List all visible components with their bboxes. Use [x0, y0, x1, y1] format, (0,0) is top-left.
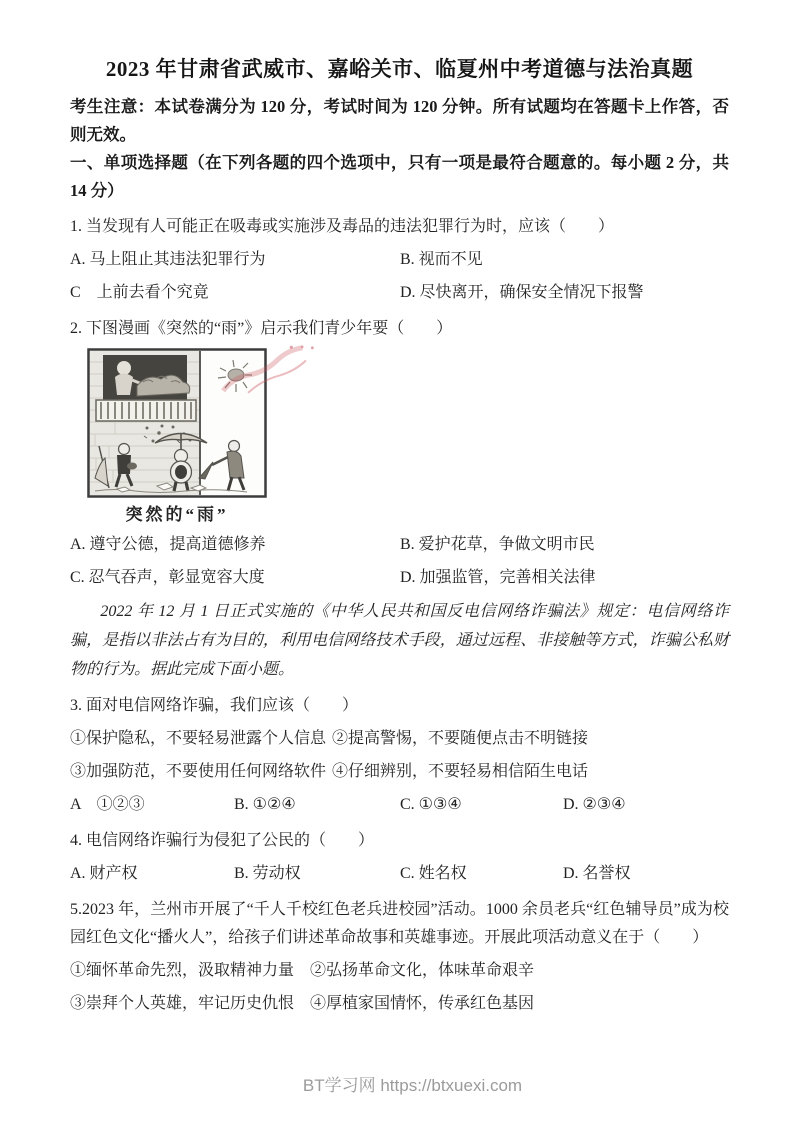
q5-item-3: ③崇拜个人英雄，牢记历史仇恨 [70, 995, 295, 1012]
q3-items-row-2 [70, 758, 729, 786]
q3-stem: 3. 面对电信网络诈骗，我们应该（ ） [70, 697, 359, 714]
q1-option-a: A. 马上阻止其违法犯罪行为 [70, 251, 266, 268]
q1-stem: 1. 当发现有人可能正在吸毒或实施涉及毒品的违法犯罪行为时，应该（ ） [70, 218, 615, 235]
anti-fraud-law-passage: 2022 年 12 月 1 日正式实施的《中华人民共和国反电信网络诈骗法》规定：电信网络诈骗，是指以非法占有为目的，利用电信网络技术手段，通过远程、非接触等方式，诈骗公私财物的行为。据此完成下面小题。 [70, 603, 729, 678]
q2-stem: 2. 下图漫画《突然的“雨”》启示我们青少年要（ ） [70, 320, 453, 337]
q3-item-2: ②提高警惕，不要随便点击不明链接 [332, 730, 589, 747]
q3-item-3: ③加强防范，不要使用任何网络软件 [70, 763, 327, 780]
comic-illustration [87, 348, 267, 498]
q3-item-1: ①保护隐私，不要轻易泄露个人信息 [70, 730, 327, 747]
q2-option-d: D. 加强监管，完善相关法律 [400, 569, 596, 586]
comic-caption: 突然的“雨” [125, 505, 229, 524]
q2-options-row-2 [70, 564, 729, 592]
balcony-railing [96, 400, 196, 421]
q2-option-c: C. 忍气吞声，彰显宽容大度 [70, 569, 265, 586]
q5-item-2: ②弘扬革命文化，体味革命艰辛 [310, 962, 535, 979]
q4-option-b: B. 劳动权 [234, 865, 301, 882]
q3-option-b: B. ①②④ [234, 796, 296, 813]
page-title: 2023 年甘肃省武威市、嘉峪关市、临夏州中考道德与法治真题 [105, 57, 694, 81]
q3-item-4: ④仔细辨别，不要轻易相信陌生电话 [332, 763, 589, 780]
candidate-notice: 考生注意：本试卷满分为 120 分，考试时间为 120 分钟。所有试题均在答题卡上作答，否则无效。 [70, 97, 729, 144]
q2-option-a: A. 遵守公德，提高道德修养 [70, 536, 266, 553]
q5-stem: 5.2023 年，兰州市开展了“千人千校红色老兵进校园”活动。1000 余员老兵“红色辅导员”成为校园红色文化“播火人”，给孩子们讲述革命故事和英雄事迹。开展此项活动意义在于（ ） [70, 901, 729, 946]
q1-option-b: B. 视而不见 [400, 251, 483, 268]
q4-option-c: C. 姓名权 [400, 865, 467, 882]
q2-options-row-1 [70, 531, 729, 559]
q5-item-1: ①缅怀革命先烈，汲取精神力量 [70, 962, 295, 979]
comic-figure [87, 348, 267, 526]
balcony-window [103, 355, 190, 402]
q5-items-row-1 [70, 957, 729, 985]
q2-option-b: B. 爱护花草，争做文明市民 [400, 536, 595, 553]
q1-options-row-1 [70, 246, 729, 274]
q5-item-4: ④厚植家国情怀，传承红色基因 [310, 995, 535, 1012]
q4-answers-row [70, 860, 729, 888]
q3-option-c: C. ①③④ [400, 796, 462, 813]
q4-stem: 4. 电信网络诈骗行为侵犯了公民的（ ） [70, 832, 375, 849]
q3-option-a: A ①②③ [70, 796, 145, 813]
site-watermark-link[interactable]: BT学习网 https://btxuexi.com [302, 1076, 523, 1095]
q5-items-row-2 [70, 990, 729, 1018]
q4-option-a: A. 财产权 [70, 865, 138, 882]
q4-option-d: D. 名誉权 [563, 865, 631, 882]
q1-option-c: C 上前去看个究竟 [70, 284, 209, 301]
section-heading: 一、单项选择题（在下列各题的四个选项中，只有一项是最符合题意的。每小题 2 分，共 14 分） [70, 153, 729, 200]
q3-items-row-1 [70, 725, 729, 753]
q1-options-row-2 [70, 279, 729, 307]
q1-option-d: D. 尽快离开，确保安全情况下报警 [400, 284, 644, 301]
q3-option-d: D. ②③④ [563, 796, 626, 813]
q3-answers-row [70, 791, 729, 819]
